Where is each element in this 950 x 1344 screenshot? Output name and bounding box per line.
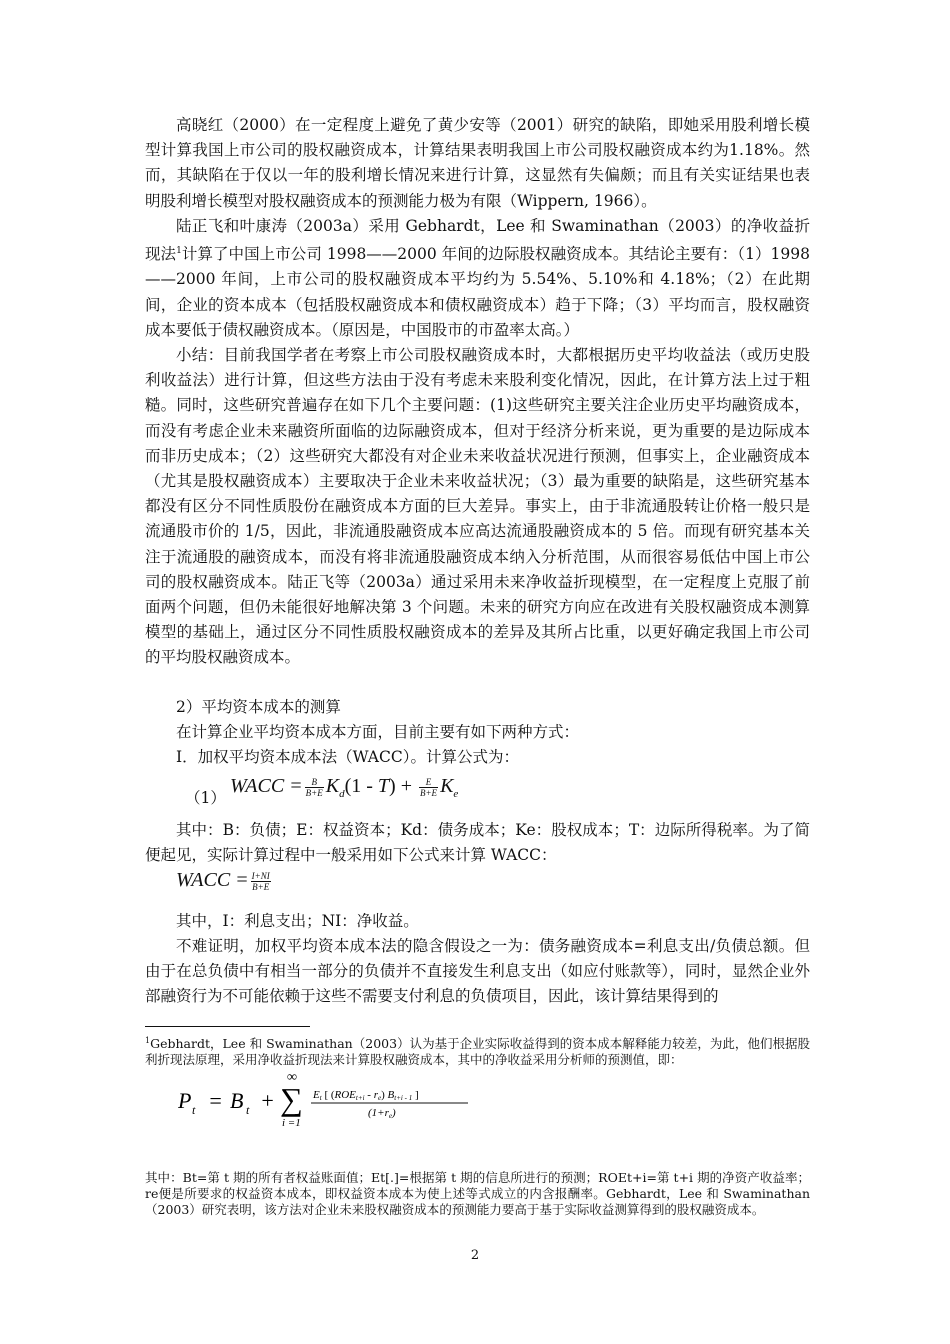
intro-line: 在计算企业平均资本成本方面，目前主要有如下两种方式： xyxy=(176,722,580,741)
footnote-marker: 1 xyxy=(145,1036,151,1045)
paragraph-lu-part1: 陆正飞和叶康涛（2003a）采用 Gebhardt，Lee 和 Swaminathan（2003）的净收益折现法 xyxy=(145,216,810,264)
pt-formula xyxy=(178,1072,578,1130)
wacc-expression: WACC = $\frac{B}{B+E}$ $K_d(1 - T)$ + $\frac{E}{B+E}$ $K_e$ xyxy=(230,775,459,801)
svg-text:Et [ (ROEt+i - re) Bt+i - 1 ]: Et [ (ROEt+i - re) Bt+i - 1 ] xyxy=(313,1089,419,1102)
paragraph-gao: 高晓红（2000）在一定程度上避免了黄少安等（2001）研究的缺陷，即她采用股利增长模型计算我国上市公司的股权融资成本，计算结果表明我国上市公司股权融资成本约为1.18%。然而，其缺陷在于仅以一年的股利增长情况来进行计算，这显然有失偏颇；而且有关实证结果也表明股利增长模型对股权融资成本的预测能力极为有限（Wippern, 1966）。 xyxy=(145,116,810,210)
equation-number: （1） xyxy=(185,789,226,808)
paragraph-assumption: 不难证明，加权平均资本成本法的隐含假设之一为：债务融资成本=利息支出/负债总额。但由于在总负债中有相当一部分的负债并不直接发生利息支出（如应付账款等），同时，显然企业外部融资行为不可能依赖于这些不需要支付利息的负债项目，因此，该计算结果得到的 xyxy=(145,936,810,1006)
footnote-text: Gebhardt，Lee 和 Swaminathan（2003）认为基于企业实际收益得到的资本成本解释能力较差，为此，他们根据股利折现法原理，采用净收益折现法来计算股权融资成本，其中的净收益采用分析师的预测值，即： xyxy=(145,1036,810,1068)
page-number: 2 xyxy=(470,1248,480,1263)
section-heading: 2）平均资本成本的测算 xyxy=(176,697,341,716)
paragraph-lu xyxy=(145,214,810,343)
footnote-separator xyxy=(145,1026,310,1027)
svg-text:+: + xyxy=(260,1088,275,1113)
method-line: I．加权平均资本成本法（WACC）。计算公式为： xyxy=(176,748,519,767)
wacc-simplified-formula: WACC = $\frac{I+NI}{B+E}$ xyxy=(176,868,270,892)
footnote xyxy=(145,1033,810,1068)
variable-definitions-2: 其中，I：利息支出；NI：净收益。 xyxy=(176,911,419,930)
svg-text:t: t xyxy=(246,1103,250,1117)
svg-text:=: = xyxy=(208,1088,223,1113)
svg-text:∞: ∞ xyxy=(287,1072,297,1085)
svg-text:(1+re): (1+re) xyxy=(368,1107,396,1120)
svg-text:∑: ∑ xyxy=(280,1081,303,1117)
paragraph-summary: 小结：目前我国学者在考察上市公司股权融资成本时，大都根据历史平均收益法（或历史股利收益法）进行计算，但这些方法由于没有考虑未来股利变化情况，因此，在计算方法上过于粗糙。同时，这些研究普遍存在如下几个主要问题：(1)这些研究主要关注企业历史平均融资成本，而没有考虑企业未来融资所面临的边际融资成本，但对于经济分析来说，更为重要的是边际成本而非历史成本；（2）这些研究大都没有对企业未来收益状况进行预测，但事实上，企业融资成本（尤其是股权融资成本）主要取决于企业未来收益状况；（3）最为重要的缺陷是，这些研究基本都没有区分不同性质股份在融资成本方面的巨大差异。事实上，由于非流通股转让价格一般只是流通股市价的 1/5，因此，非流通股融资成本应高达流通股融资成本的 5 倍。而现有研究基本关注于流通股的融资成本，而没有将非流通股融资成本纳入分析范围，从而很容易低估中国上市公司的股权融资成本。陆正飞等（2003a）通过采用未来净收益折现模型，在一定程度上克服了前面两个问题，但仍未能很好地解决第 3 个问题。未来的研究方向应在改进有关股权融资成本测算模型的基础上，通过区分不同性质股权融资成本的差异及其所占比重，以更好确定我国上市公司的平均股权融资成本。 xyxy=(145,345,810,667)
svg-text:t: t xyxy=(192,1103,196,1117)
variable-definitions: 其中：B：负债；E：权益资本；Kd：债务成本；Ke：股权成本；T：边际所得税率。为了简便起见，实际计算过程中一般采用如下公式来计算 WACC： xyxy=(145,821,810,865)
svg-text:B: B xyxy=(230,1088,244,1113)
paragraph-lu-part2: 计算了中国上市公司 1998——2000 年间的边际股权融资成本。其结论主要有：（1）1998——2000 年间，上市公司的股权融资成本平均约为 5.54%、5.10%和 4.18%；（2）在此期间，企业的资本成本（包括股权融资成本和债权融资成本）趋于下降；（3）平均而言，股权融资成本要低于债权融资成本。（原因是，中国股市的市盈率太高。） xyxy=(145,245,810,339)
wacc-formula xyxy=(145,770,810,818)
svg-text:i =1: i =1 xyxy=(282,1117,301,1129)
footnote-definitions: 其中：Bt=第 t 期的所有者权益账面值；Et[.]=根据第 t 期的信息所进行的预测；ROEt+i=第 t+i 期的净资产收益率；re便是所要求的权益资本成本，即权益资本成本为使上述等式成立的内含报酬率。Gebhardt，Lee 和 Swaminathan（2003）研究表明，该方法对企业未来股权融资成本的预测能力要高于基于实际收益测算得到的股权融资成本。 xyxy=(145,1170,810,1217)
page-body xyxy=(145,113,810,1009)
footnote-ref: 1 xyxy=(176,246,182,257)
svg-text:P: P xyxy=(178,1088,192,1113)
